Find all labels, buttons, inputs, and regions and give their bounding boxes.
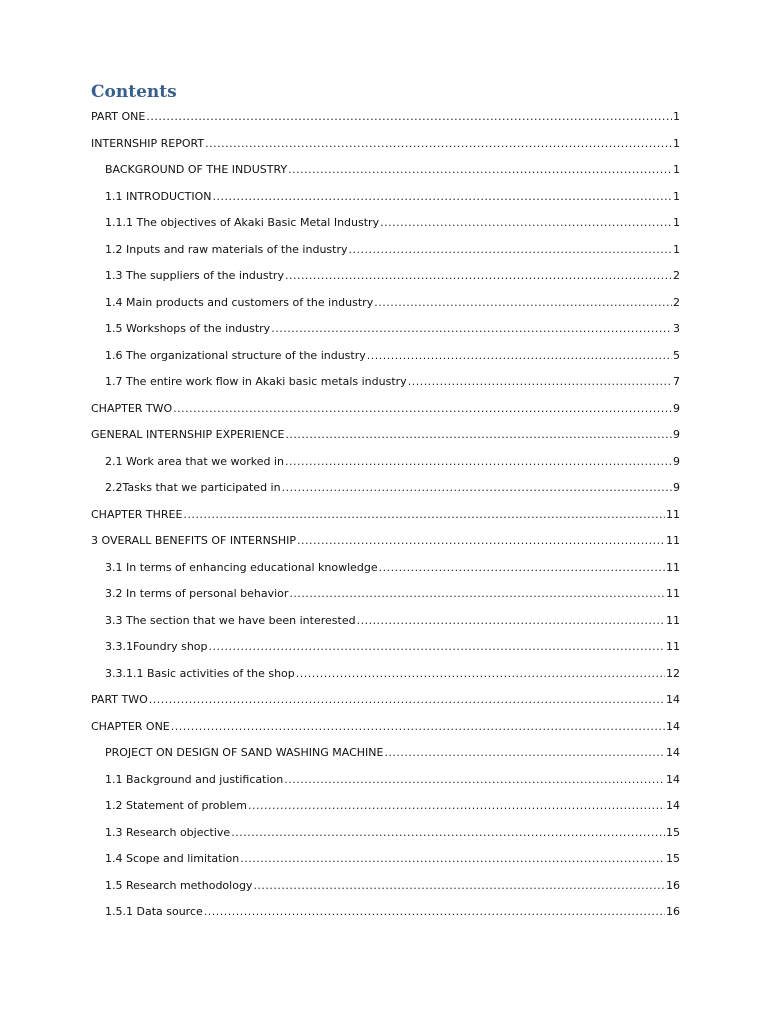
toc-entry[interactable] (91, 131, 680, 158)
toc-dot-leader (149, 687, 665, 714)
toc-entry-page-number: 11 (666, 507, 680, 521)
toc-entry[interactable] (91, 502, 680, 529)
toc-entry-title: INTERNSHIP REPORT (91, 136, 205, 150)
toc-dot-leader (296, 661, 665, 688)
toc-entry-title: 1.5.1 Data source (105, 905, 203, 918)
toc-entry-title: 1.1 Background and justification (105, 772, 284, 786)
toc-dot-leader (271, 316, 672, 343)
toc-dot-leader (288, 157, 672, 184)
toc-entry[interactable] (91, 793, 680, 820)
toc-entry-page-number: 11 (666, 587, 680, 600)
toc-entry[interactable] (91, 210, 680, 237)
toc-dot-leader (183, 502, 665, 529)
toc-entry-title: 3.3.1.1 Basic activities of the shop (105, 666, 295, 680)
toc-heading: Contents (91, 82, 177, 102)
toc-entry-page-number: 1 (673, 136, 680, 150)
toc-entry[interactable] (91, 820, 680, 847)
toc-entry[interactable] (91, 661, 680, 688)
toc-entry-title: 1.5 Workshops of the industry (105, 322, 271, 335)
toc-entry-title: GENERAL INTERNSHIP EXPERIENCE (91, 428, 285, 441)
toc-dot-leader (384, 740, 665, 767)
toc-entry-page-number: 12 (666, 666, 680, 680)
toc-entry-title: 3.3.1Foundry shop (105, 640, 208, 653)
toc-dot-leader (253, 873, 665, 900)
toc-entry-title: 1.3 The suppliers of the industry (105, 269, 284, 282)
toc-entry-title: CHAPTER ONE (91, 719, 170, 733)
toc-dot-leader (282, 475, 672, 502)
toc-entry-title: BACKGROUND OF THE INDUSTRY (105, 163, 288, 176)
toc-entry[interactable] (91, 581, 680, 608)
toc-dot-leader (248, 793, 665, 820)
toc-dot-leader (367, 343, 672, 370)
toc-entry[interactable] (91, 343, 680, 370)
toc-entry-page-number: 11 (666, 613, 680, 627)
toc-entry[interactable] (91, 237, 680, 264)
toc-entry-page-number: 2 (673, 295, 680, 309)
toc-entry[interactable] (91, 475, 680, 502)
toc-dot-leader (374, 290, 672, 317)
toc-entry-page-number: 14 (666, 772, 680, 786)
toc-entry-page-number: 9 (673, 428, 680, 441)
toc-entry-page-number: 1 (673, 216, 680, 229)
toc-entry[interactable] (91, 184, 680, 211)
toc-entry[interactable] (91, 104, 680, 131)
toc-entry-page-number: 9 (673, 454, 680, 468)
toc-entry-page-number: 3 (673, 322, 680, 335)
toc-dot-leader (173, 396, 672, 423)
toc-entry-page-number: 9 (673, 401, 680, 415)
toc-entry-title: 1.5 Research methodology (105, 878, 253, 892)
toc-entry-page-number: 14 (666, 799, 680, 812)
toc-entry-page-number: 11 (666, 534, 680, 547)
toc-entry-page-number: 15 (666, 852, 680, 865)
toc-entry[interactable] (91, 846, 680, 873)
toc-entry[interactable] (91, 555, 680, 582)
toc-dot-leader (285, 263, 672, 290)
toc-entry-page-number: 11 (666, 640, 680, 653)
toc-dot-leader (289, 581, 665, 608)
toc-entry-title: 1.1 INTRODUCTION (105, 189, 212, 203)
toc-entry-title: 2.1 Work area that we worked in (105, 454, 284, 468)
toc-entry-title: CHAPTER TWO (91, 401, 173, 415)
toc-entry-page-number: 14 (666, 719, 680, 733)
toc-entry[interactable] (91, 290, 680, 317)
toc-entry-page-number: 15 (666, 825, 680, 839)
toc-dot-leader (379, 555, 665, 582)
toc-entry-title: PROJECT ON DESIGN OF SAND WASHING MACHINE (105, 746, 384, 759)
toc-entry[interactable] (91, 263, 680, 290)
toc-entry[interactable] (91, 899, 680, 926)
toc-entry-page-number: 1 (673, 163, 680, 176)
toc-entry-title: 3.1 In terms of enhancing educational knowledge (105, 560, 378, 574)
toc-entry-title: PART ONE (91, 110, 146, 123)
toc-entry-title: 1.7 The entire work flow in Akaki basic metals industry (105, 375, 407, 388)
toc-entry[interactable] (91, 608, 680, 635)
toc-entry-page-number: 14 (666, 693, 680, 706)
toc-dot-leader (357, 608, 665, 635)
toc-dot-leader (284, 767, 665, 794)
toc-entry-page-number: 2 (673, 269, 680, 282)
toc-dot-leader (231, 820, 665, 847)
toc-entry[interactable] (91, 449, 680, 476)
toc-entry[interactable] (91, 369, 680, 396)
toc-entry-page-number: 9 (673, 481, 680, 494)
toc-entry[interactable] (91, 714, 680, 741)
toc-entry-title: CHAPTER THREE (91, 507, 183, 521)
toc-entry-title: 3.2 In terms of personal behavior (105, 587, 289, 600)
toc-entry-page-number: 1 (673, 110, 680, 123)
toc-entry-title: 3 OVERALL BENEFITS OF INTERNSHIP (91, 534, 296, 547)
toc-entry-title: 1.6 The organizational structure of the industry (105, 348, 366, 362)
toc-dot-leader (240, 846, 665, 873)
toc-entry-page-number: 14 (666, 746, 680, 759)
toc-entry[interactable] (91, 528, 680, 555)
toc-dot-leader (285, 422, 672, 449)
toc-entry[interactable] (91, 157, 680, 184)
toc-entry[interactable] (91, 422, 680, 449)
toc-entry-page-number: 1 (673, 189, 680, 203)
toc-entry-page-number: 16 (666, 878, 680, 892)
toc-list (91, 104, 680, 926)
toc-entry[interactable] (91, 873, 680, 900)
toc-entry-title: 1.2 Inputs and raw materials of the industry (105, 242, 348, 256)
toc-entry-page-number: 16 (666, 905, 680, 918)
toc-dot-leader (209, 634, 665, 661)
toc-dot-leader (146, 104, 672, 131)
toc-entry-page-number: 11 (666, 560, 680, 574)
toc-entry-title: 1.4 Main products and customers of the industry (105, 295, 374, 309)
toc-dot-leader (204, 899, 665, 926)
toc-dot-leader (408, 369, 672, 396)
toc-entry-page-number: 7 (673, 375, 680, 388)
toc-dot-leader (213, 184, 672, 211)
toc-entry-title: 2.2Tasks that we participated in (105, 481, 281, 494)
toc-entry-title: 1.4 Scope and limitation (105, 852, 240, 865)
toc-entry-page-number: 1 (673, 242, 680, 256)
toc-entry-title: 1.3 Research objective (105, 825, 231, 839)
toc-entry[interactable] (91, 687, 680, 714)
toc-entry-title: 3.3 The section that we have been interested (105, 613, 356, 627)
toc-dot-leader (171, 714, 665, 741)
toc-entry-title: 1.1.1 The objectives of Akaki Basic Metal Industry (105, 216, 380, 229)
toc-entry[interactable] (91, 740, 680, 767)
toc-entry-title: 1.2 Statement of problem (105, 799, 247, 812)
toc-dot-leader (205, 131, 672, 158)
toc-entry[interactable] (91, 396, 680, 423)
toc-dot-leader (349, 237, 673, 264)
toc-dot-leader (380, 210, 672, 237)
toc-dot-leader (285, 449, 672, 476)
toc-entry-title: PART TWO (91, 693, 148, 706)
toc-entry[interactable] (91, 316, 680, 343)
toc-entry[interactable] (91, 634, 680, 661)
toc-dot-leader (297, 528, 665, 555)
toc-entry-page-number: 5 (673, 348, 680, 362)
toc-entry[interactable] (91, 767, 680, 794)
